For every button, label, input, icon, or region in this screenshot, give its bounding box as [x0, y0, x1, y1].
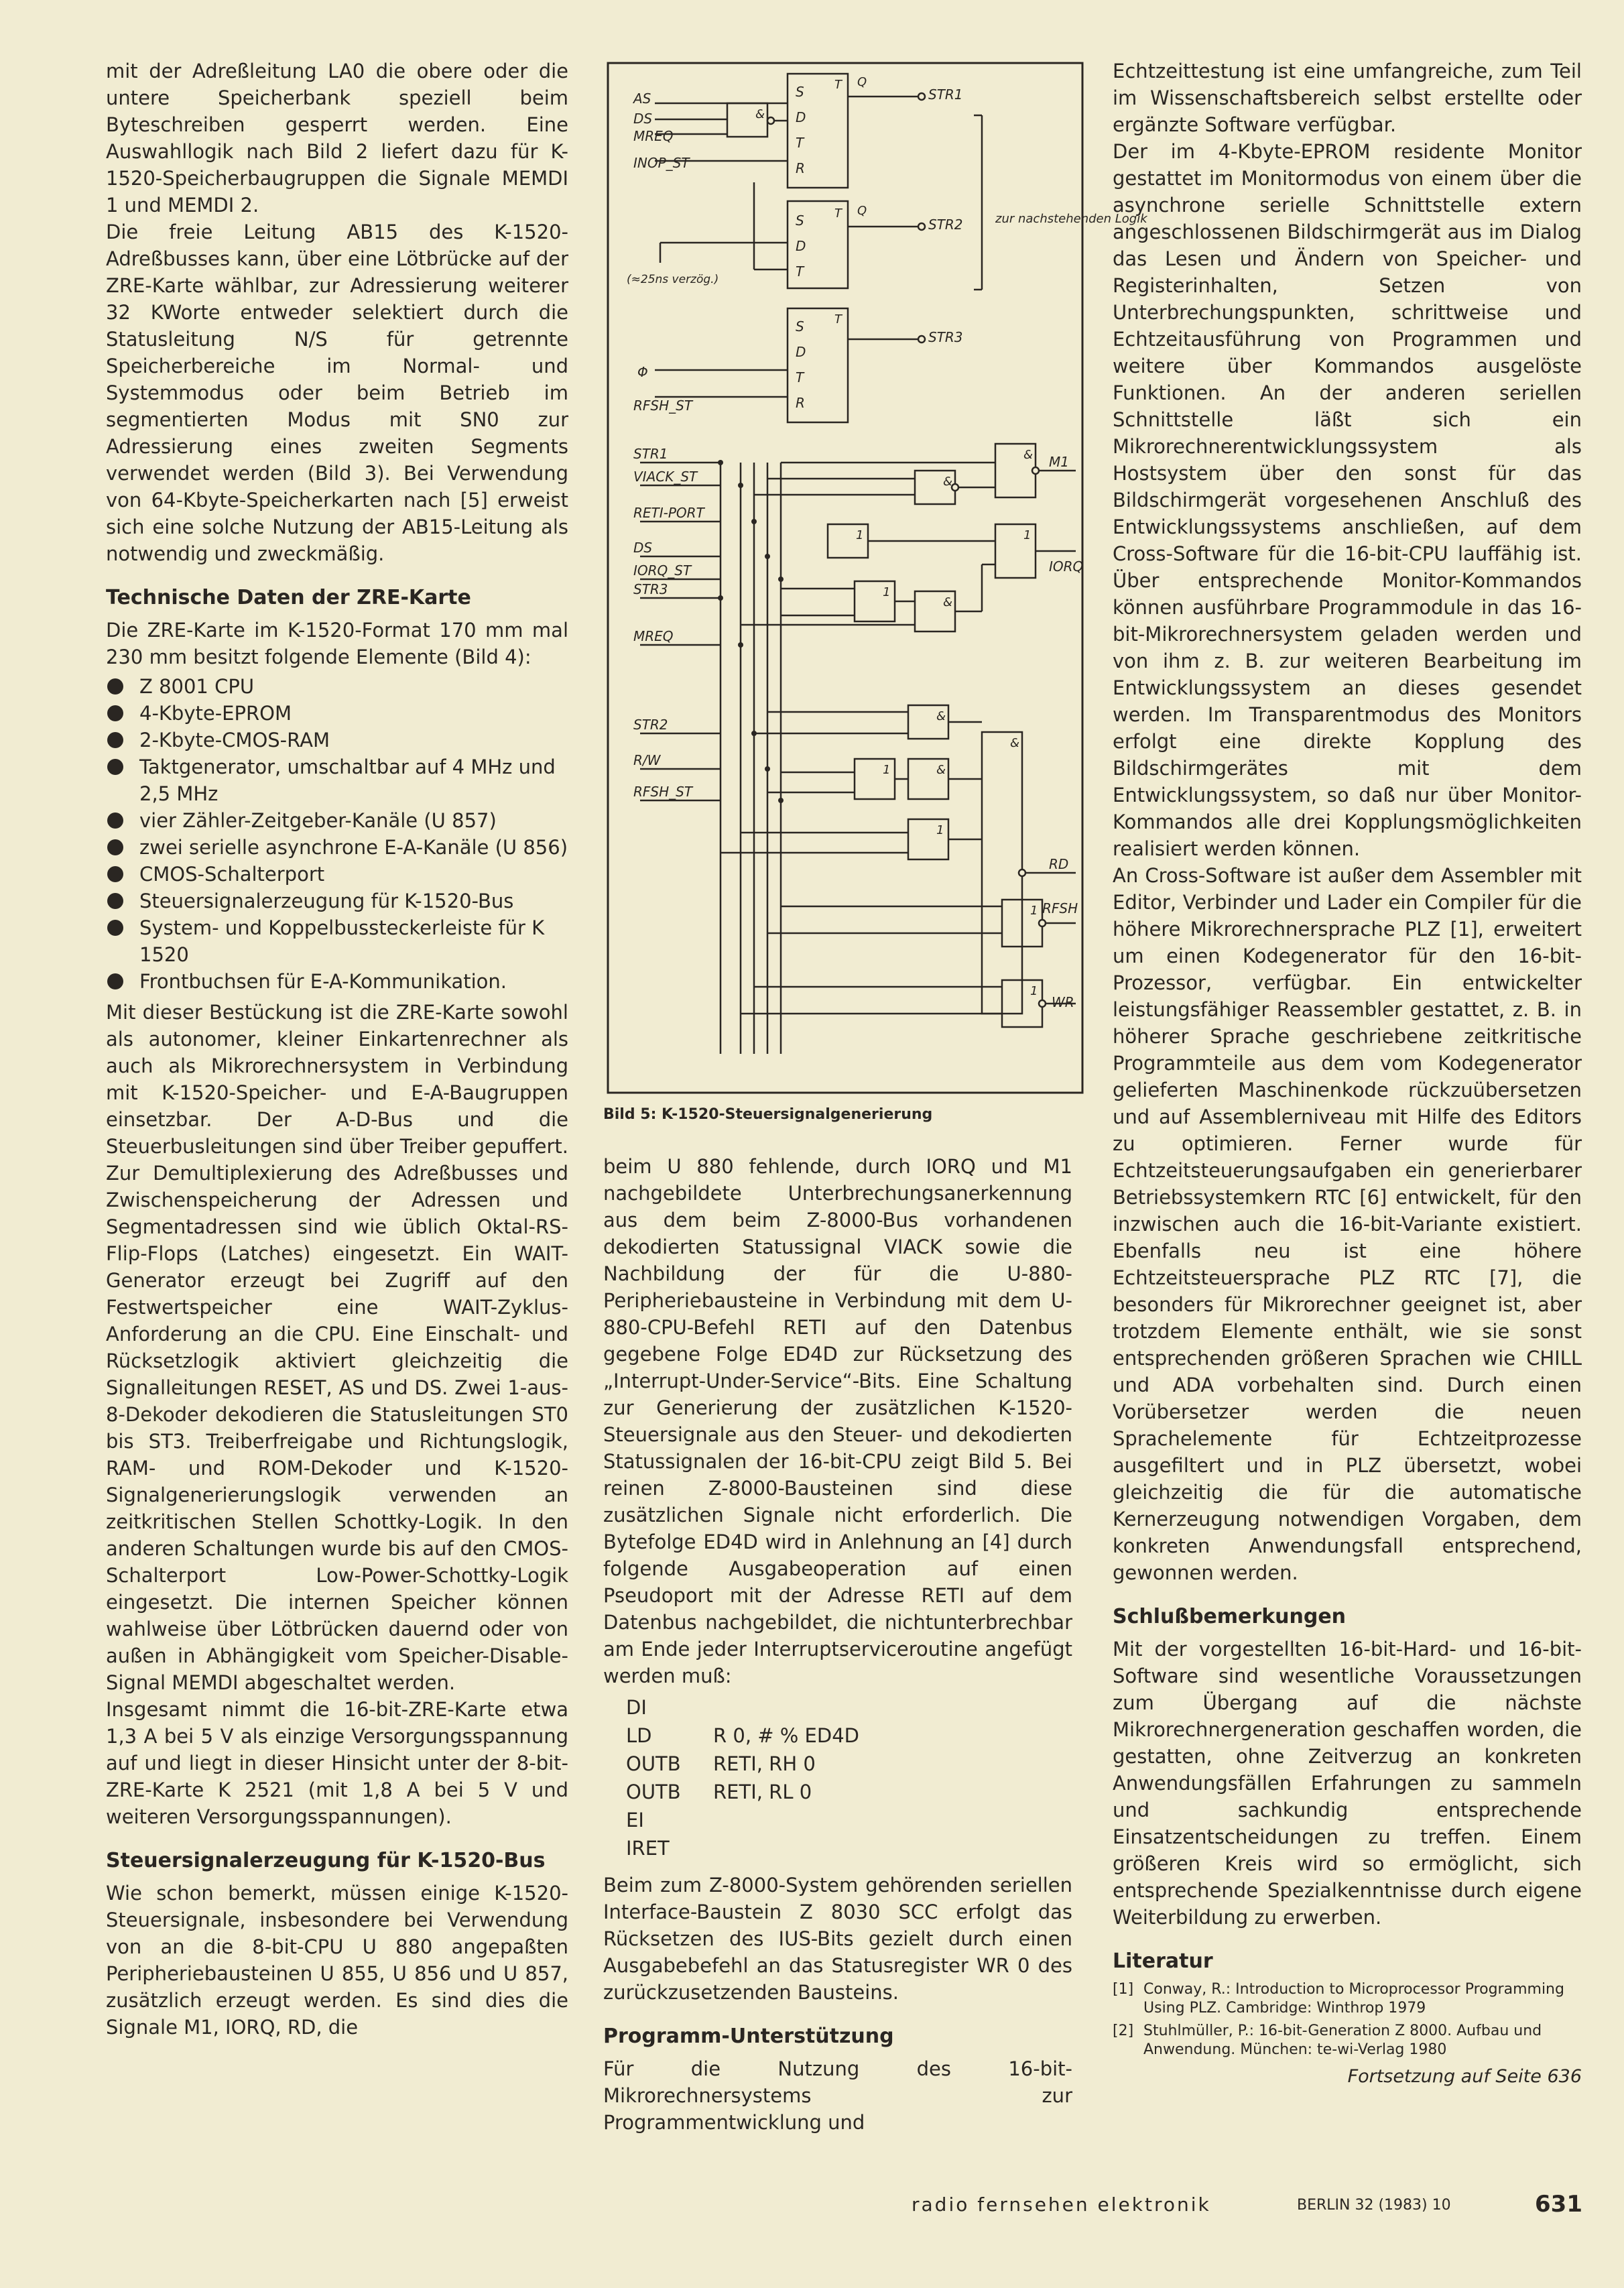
- journal-name: radio fernsehen elektronik: [912, 2193, 1211, 2216]
- flip-flop-pin: R: [796, 160, 805, 176]
- flip-flop-pin: Q: [857, 204, 867, 218]
- paragraph: Der im 4-Kbyte-EPROM residente Monitor gestattet im Monitormodus von einem über die asynchrone serielle Schnittstelle extern angeschlossenen Bildschirmgerät aus im Dialog das Lesen und Ändern von Speicher- und Registerinhalten, Setzen von Unterbrechungspunkten, schrittweise und Echtzeitausführung von Programmen und weitere über Kommandos ausgelöste Funktionen. An der anderen seriellen Schnittstelle läßt sich ein Mikrorechnerentwicklungssystem als Hostsystem über den sonst für das Bildschirmgerät vorgesehenen Anschluß des Entwicklungssystems anschließen, auf dem Cross-Software für die 16-bit-CPU lauffähig ist. Über entsprechende Monitor-Kommandos können ausführbare Programmodule in das 16-bit-Mikrorechnersystem geladen werden und von ihm z. B. zur weiteren Bearbeitung im Entwicklungssystem an dieses gesendet werden. Im Transparentmodus des Monitors erfolgt eine direkte Kopplung des Bildschirmgerätes mit dem Entwicklungssystem, so daß nur über Monitor-Kommandos alle drei Kopplungsmöglichkeiten realisiert werden können.: [1113, 140, 1582, 860]
- paragraph: An Cross-Software ist außer dem Assembler mit Editor, Verbinder und Lader ein Compiler für die höhere Mikrorechnersprache PLZ [1], erweitert um einen Kodegenerator für den 16-bit-Prozessor, verfügbar. Ein entwickelter leistungsfähiger Reassembler gestattet, z. B. in höherer Sprache geschriebene zeitkritische Programmteile aus dem vom Kodegenerator gelieferten Maschinenkode rückzuübersetzen und auf Assemblerniveau mit Hilfe des Editors zu optimieren. Ferner wurde für Echtzeitsteuerungsaufgaben ein generierbarer Betriebssystemkern RTC [6] entwickelt, für den inzwischen auch die 16-bit-Variante existiert. Ebenfalls neu ist eine höhere Echtzeitsteuersprache PLZ RTC [7], die besonders für Mikrorechner geeignet ist, aber trotzdem Elemente enthält, wie sie sonst entsprechenden größeren Sprachen wie CHILL und ADA vorbehalten sind. Durch einen Vorübersetzer werden die neuen Sprachelemente für Echtzeitprozesse ausgefiltert und in PLZ übersetzt, wobei gleichzeitig die für die automatische Kernerzeugung notwendigen Vorgaben, dem konkreten Anwendungsfall entsprechend, gewonnen werden.: [1113, 864, 1582, 1584]
- reference-number: [1]: [1113, 1981, 1134, 1998]
- literature-heading: Literatur: [1113, 1949, 1213, 1973]
- list-item: [106, 834, 568, 861]
- text-column-1: [106, 58, 568, 2041]
- section-heading: Programm-Unterstützung: [603, 2025, 894, 2048]
- signal-label: RETI-PORT: [633, 505, 704, 521]
- list-item: [106, 861, 568, 888]
- list-item: [106, 807, 568, 834]
- list-item-text: 2-Kbyte-CMOS-RAM: [139, 729, 330, 751]
- signal-label: (≈25ns verzög.): [627, 273, 719, 286]
- bullet-icon: [107, 866, 123, 882]
- code-line: [626, 1834, 1072, 1862]
- signal-label: MREQ: [633, 628, 674, 644]
- bullet-icon: [107, 812, 123, 829]
- junction-dot: [738, 642, 743, 648]
- paragraph: Mit der vorgestellten 16-bit-Hard- und 16-bit-Software sind wesentliche Voraussetzungen zum Übergang auf die nächste Mikrorechnergeneration geschaffen worden, die gestatten, ohne Zeitverzug an konkreten Anwendungsfällen Erfahrungen zu sammeln und sachkundig entsprechende Einsatzentscheidungen zu treffen. Einem größeren Kreis wird so ermöglicht, sich entsprechende Spezialkenntnisse durch eigene Weiterbildung zu erwerben.: [1113, 1638, 1582, 1929]
- page-footer: [912, 2193, 1582, 2223]
- list-item-text: Z 8001 CPU: [139, 675, 255, 698]
- code-line: [626, 1722, 1072, 1750]
- signal-label: Φ: [637, 364, 648, 380]
- list-item: [106, 914, 568, 968]
- gate-symbol: &: [943, 595, 953, 609]
- code-listing: [626, 1693, 1072, 1862]
- list-item-text: vier Zähler-Zeitgeber-Kanäle (U 857): [139, 809, 497, 832]
- paragraph: Die ZRE-Karte im K-1520-Format 170 mm mal 230 mm besitzt folgende Elemente (Bild 4):: [106, 619, 568, 668]
- inversion-bubble: [918, 93, 925, 100]
- paragraph: Für die Nutzung des 16-bit-Mikrorechnersystems zur Programmentwicklung und: [603, 2057, 1072, 2134]
- diagram-labels: [627, 75, 1148, 1010]
- signal-label: DS: [633, 540, 653, 556]
- gate-symbol: 1: [883, 585, 891, 599]
- paragraph: Insgesamt nimmt die 16-bit-ZRE-Karte etwa 1,3 A bei 5 V als einzige Versorgungsspannung auf und liegt in dieser Hinsicht unter der 8-bit-ZRE-Karte K 2521 (mit 1,8 A bei 5 V und weiteren Versorgungsspannungen).: [106, 1698, 568, 1828]
- bullet-icon: [107, 920, 123, 936]
- text-column-2: [603, 1153, 1072, 2136]
- gate-symbol: &: [1023, 448, 1034, 462]
- junction-dot: [765, 766, 770, 772]
- paragraph: Wie schon bemerkt, müssen einige K-1520-Steuersignale, insbesondere bei Verwendung von an die 8-bit-CPU U 880 angepaßten Peripheriebausteinen U 855, U 856 und U 857, zusätzlich erzeugt werden. Es sind dies die Signale M1, IORQ, RD, die: [106, 1882, 568, 2039]
- code-op: OUTB: [626, 1781, 681, 1803]
- paragraph: Die freie Leitung AB15 des K-1520-Adreßbusses kann, über eine Lötbrücke auf der ZRE-Karte wählbar, zur Adressierung weiterer 32 KWorte entweder selektiert durch die Statusleitung N/S für getrennte Speicherbereiche im Normal- und Systemmodus oder beim Betrieb im segmentierten Modus mit SN0 zur Adressierung eines zweiten Segments verwendet werden (Bild 3). Bei Verwendung von 64-Kbyte-Speicherkarten nach [5] erweist sich eine solche Nutzung der AB15-Leitung als notwendig und zweckmäßig.: [106, 221, 568, 565]
- flip-flop-pin: S: [796, 213, 804, 229]
- paragraph: Beim zum Z-8000-System gehörenden seriellen Interface-Baustein Z 8030 SCC erfolgt das Rücksetzen des IUS-Bits gezielt durch einen Ausgabebefehl an das Statusregister WR 0 des zurückzusetzenden Bausteins.: [603, 1874, 1072, 2004]
- figure-caption: Bild 5: K-1520-Steuersignalgenerierung: [603, 1106, 933, 1123]
- flip-flop-pin: D: [796, 344, 806, 360]
- gate-symbol: 1: [883, 763, 891, 777]
- code-op: IRET: [626, 1837, 670, 1860]
- junction-dot: [751, 519, 757, 524]
- inversion-bubble: [952, 484, 958, 491]
- flip-flop-pin: T: [834, 78, 842, 92]
- gate-symbol: &: [755, 107, 765, 121]
- gate-symbol: 1: [936, 823, 944, 837]
- signal-label: AS: [633, 91, 651, 107]
- reference-list: [1113, 1980, 1582, 2059]
- bullet-icon: [107, 732, 123, 748]
- paragraph: Mit dieser Bestückung ist die ZRE-Karte sowohl als autonomer, kleiner Einkartenrechner als auch als Mikrorechnersystem in Verbindung mit K-1520-Speicher- und E-A-Baugruppen einsetzbar. Der A-D-Bus und die Steuerbusleitungen sind über Treiber gepuffert. Zur Demultiplexierung des Adreßbusses und Zwischenspeicherung der Adressen und Segmentadressen sind wie üblich Oktal-RS-Flip-Flops (Latches) eingesetzt. Ein WAIT-Generator erzeugt bei Zugriff auf den Festwertspeicher eine WAIT-Zyklus-Anforderung an die CPU. Eine Einschalt- und Rücksetzlogik aktiviert gleichzeitig die Signalleitungen RESET, AS und DS. Zwei 1-aus-8-Dekoder dekodieren die Statusleitungen ST0 bis ST3. Treiberfreigabe und Richtungslogik, RAM- und ROM-Dekoder und K-1520-Signalgenerierungslogik verwenden an zeitkritischen Stellen Schottky-Logik. In den anderen Schaltungen wurde bis auf den CMOS-Schalterport Low-Power-Schottky-Logik eingesetzt. Die internen Speicher können wahlweise über Lötbrücken dauernd oder von außen in Abhängigkeit vom Speicher-Disable-Signal MEMDI abgeschaltet werden.: [106, 1001, 568, 1694]
- output-label: STR1: [928, 86, 963, 103]
- diagram-wires: [640, 97, 1076, 1054]
- list-item: [106, 888, 568, 914]
- junction-dot: [718, 460, 723, 465]
- code-op: OUTB: [626, 1752, 681, 1775]
- signal-label: DS: [633, 111, 653, 127]
- reference-text: Conway, R.: Introduction to Microprocessor Programming Using PLZ. Cambridge: Winthrop 1979: [1143, 1981, 1564, 2016]
- gate-symbol: &: [943, 475, 953, 489]
- issue-info: BERLIN 32 (1983) 10: [1297, 2197, 1451, 2214]
- code-op: EI: [626, 1809, 644, 1831]
- flip-flop-pin: Q: [857, 75, 867, 89]
- junction-dot: [778, 798, 784, 803]
- section-heading: Steuersignalerzeugung für K-1520-Bus: [106, 1849, 546, 1872]
- output-label: STR2: [928, 217, 963, 233]
- code-op: LD: [626, 1724, 652, 1747]
- flip-flop-pin: S: [796, 318, 804, 335]
- list-item: [106, 700, 568, 727]
- code-arg: RETI, RH 0: [713, 1752, 816, 1775]
- reference-item: [1113, 2022, 1582, 2059]
- logic-gate-rd: [982, 732, 1022, 1014]
- section-heading: Schlußbemerkungen: [1113, 1605, 1347, 1628]
- gate-symbol: &: [936, 763, 946, 777]
- gate-symbol: &: [1010, 736, 1020, 750]
- bullet-icon: [107, 839, 123, 855]
- inversion-bubble: [1039, 1000, 1046, 1007]
- flip-flop-pin: S: [796, 84, 804, 100]
- signal-label: STR3: [633, 581, 668, 597]
- list-item: [106, 727, 568, 754]
- continuation-note: Fortsetzung auf Seite 636: [1347, 2066, 1582, 2087]
- paragraph: Echtzeittestung ist eine umfangreiche, zum Teil im Wissenschaftsbereich selbst erstellte oder ergänzte Software verfügbar.: [1113, 60, 1582, 136]
- inversion-bubble: [918, 223, 925, 230]
- output-label: STR3: [928, 329, 963, 345]
- bullet-icon: [107, 893, 123, 909]
- reference-item: [1113, 1980, 1582, 2018]
- bullet-icon: [107, 705, 123, 721]
- signal-label: R/W: [633, 752, 661, 768]
- flip-flop-pin: T: [796, 135, 804, 151]
- signal-label: VIACK_ST: [633, 469, 698, 485]
- inversion-bubble: [1019, 869, 1025, 876]
- code-arg: R 0, # % ED4D: [713, 1724, 859, 1747]
- list-item-text: Steuersignalerzeugung für K-1520-Bus: [139, 890, 514, 912]
- paragraph: beim U 880 fehlende, durch IORQ und M1 nachgebildete Unterbrechungsanerkennung aus dem beim Z-8000-Bus vorhandenen dekodierten Statussignal VIACK sowie die Nachbildung der für die U-880-Peripheriebausteine in Verbindung mit dem U-880-CPU-Befehl RETI auf den Datenbus gegebene Folge ED4D zur Rücksetzung des „Interrupt-Under-Service“-Bits. Eine Schaltung zur Generierung der zusätzlichen K-1520-Steuersignale aus den Steuer- und dekodierten Statussignalen der 16-bit-CPU zeigt Bild 5. Bei reinen Z-8000-Bausteinen sind diese zusätzlichen Signale nicht erforderlich. Die Bytefolge ED4D wird in Anlehnung an [4] durch folgende Ausgabeoperation auf einen Pseudoport mit der Adresse RETI auf dem Datenbus nachgebildet, die nichtunterbrechbar am Ende jeder Interruptserviceroutine angefügt werden muß:: [603, 1155, 1072, 1687]
- gate-symbol: &: [936, 709, 946, 723]
- code-line: [626, 1806, 1072, 1834]
- reference-text: Stuhlmüller, P.: 16-bit-Generation Z 8000. Aufbau und Anwendung. München: te-wi-Verlag 1980: [1143, 2023, 1542, 2058]
- list-item-text: 4-Kbyte-EPROM: [139, 702, 292, 725]
- inversion-bubble: [918, 336, 925, 343]
- gate-symbol: 1: [1030, 904, 1038, 918]
- junction-dot: [778, 577, 784, 582]
- list-item-text: Frontbuchsen für E-A-Kommunikation.: [139, 970, 507, 993]
- section-heading: Technische Daten der ZRE-Karte: [106, 586, 471, 609]
- feature-list: [106, 673, 568, 995]
- circuit-diagram: [607, 62, 1147, 1094]
- bullet-icon: [107, 973, 123, 989]
- list-item-text: CMOS-Schalterport: [139, 863, 325, 886]
- output-label: RFSH: [1042, 900, 1078, 916]
- flip-flop-pin: T: [834, 206, 842, 221]
- inversion-bubble: [767, 117, 774, 124]
- junction-dot: [765, 554, 770, 559]
- output-label: RD: [1049, 856, 1069, 872]
- code-line: [626, 1693, 1072, 1722]
- list-item-text: System- und Koppelbussteckerleiste für K 1520: [139, 916, 545, 966]
- junction-dot: [718, 595, 723, 601]
- inversion-bubble: [1039, 920, 1046, 926]
- inversion-bubble: [1032, 467, 1039, 474]
- gate-symbol: 1: [856, 528, 864, 542]
- signal-label: IORQ_ST: [633, 562, 692, 579]
- list-item-text: zwei serielle asynchrone E-A-Kanäle (U 856): [139, 836, 568, 859]
- signal-label: INOP_ST: [633, 155, 690, 171]
- signal-label: RFSH_ST: [633, 398, 693, 414]
- bullet-icon: [107, 759, 123, 775]
- signal-label: MREQ: [633, 128, 674, 144]
- signal-label: STR2: [633, 717, 668, 733]
- flip-flop-pin: T: [796, 263, 804, 280]
- output-label: M1: [1049, 454, 1069, 470]
- signal-label: RFSH_ST: [633, 784, 693, 800]
- bullet-icon: [107, 678, 123, 695]
- text-column-3: [1113, 58, 1582, 2087]
- junction-dot: [738, 483, 743, 488]
- output-label: WR: [1052, 994, 1074, 1010]
- reference-number: [2]: [1113, 2023, 1134, 2039]
- junction-dot: [751, 731, 757, 736]
- output-label: IORQ: [1049, 558, 1084, 575]
- flip-flop-pin: R: [796, 395, 805, 411]
- list-item: [106, 968, 568, 995]
- signal-label: STR1: [633, 446, 668, 462]
- code-line: [626, 1750, 1072, 1778]
- list-item-text: Taktgenerator, umschaltbar auf 4 MHz und 2,5 MHz: [139, 756, 556, 805]
- flip-flop-pin: T: [834, 312, 842, 326]
- code-line: [626, 1778, 1072, 1806]
- page-number: 631: [1535, 2191, 1582, 2218]
- flip-flop-pin: D: [796, 109, 806, 125]
- flip-flop-pin: T: [796, 369, 804, 385]
- note-label: zur nachstehenden Logik: [995, 212, 1147, 226]
- code-arg: RETI, RL 0: [713, 1781, 812, 1803]
- gate-symbol: 1: [1030, 984, 1038, 998]
- code-op: DI: [626, 1696, 647, 1719]
- list-item: [106, 673, 568, 700]
- list-item: [106, 754, 568, 807]
- flip-flop-pin: D: [796, 238, 806, 254]
- paragraph: mit der Adreßleitung LA0 die obere oder die untere Speicherbank speziell beim Byteschreiben gesperrt werden. Eine Auswahllogik nach Bild 2 liefert dazu für K-1520-Speicherbaugruppen die Signale MEMDI 1 und MEMDI 2.: [106, 60, 568, 217]
- gate-symbol: 1: [1023, 528, 1032, 542]
